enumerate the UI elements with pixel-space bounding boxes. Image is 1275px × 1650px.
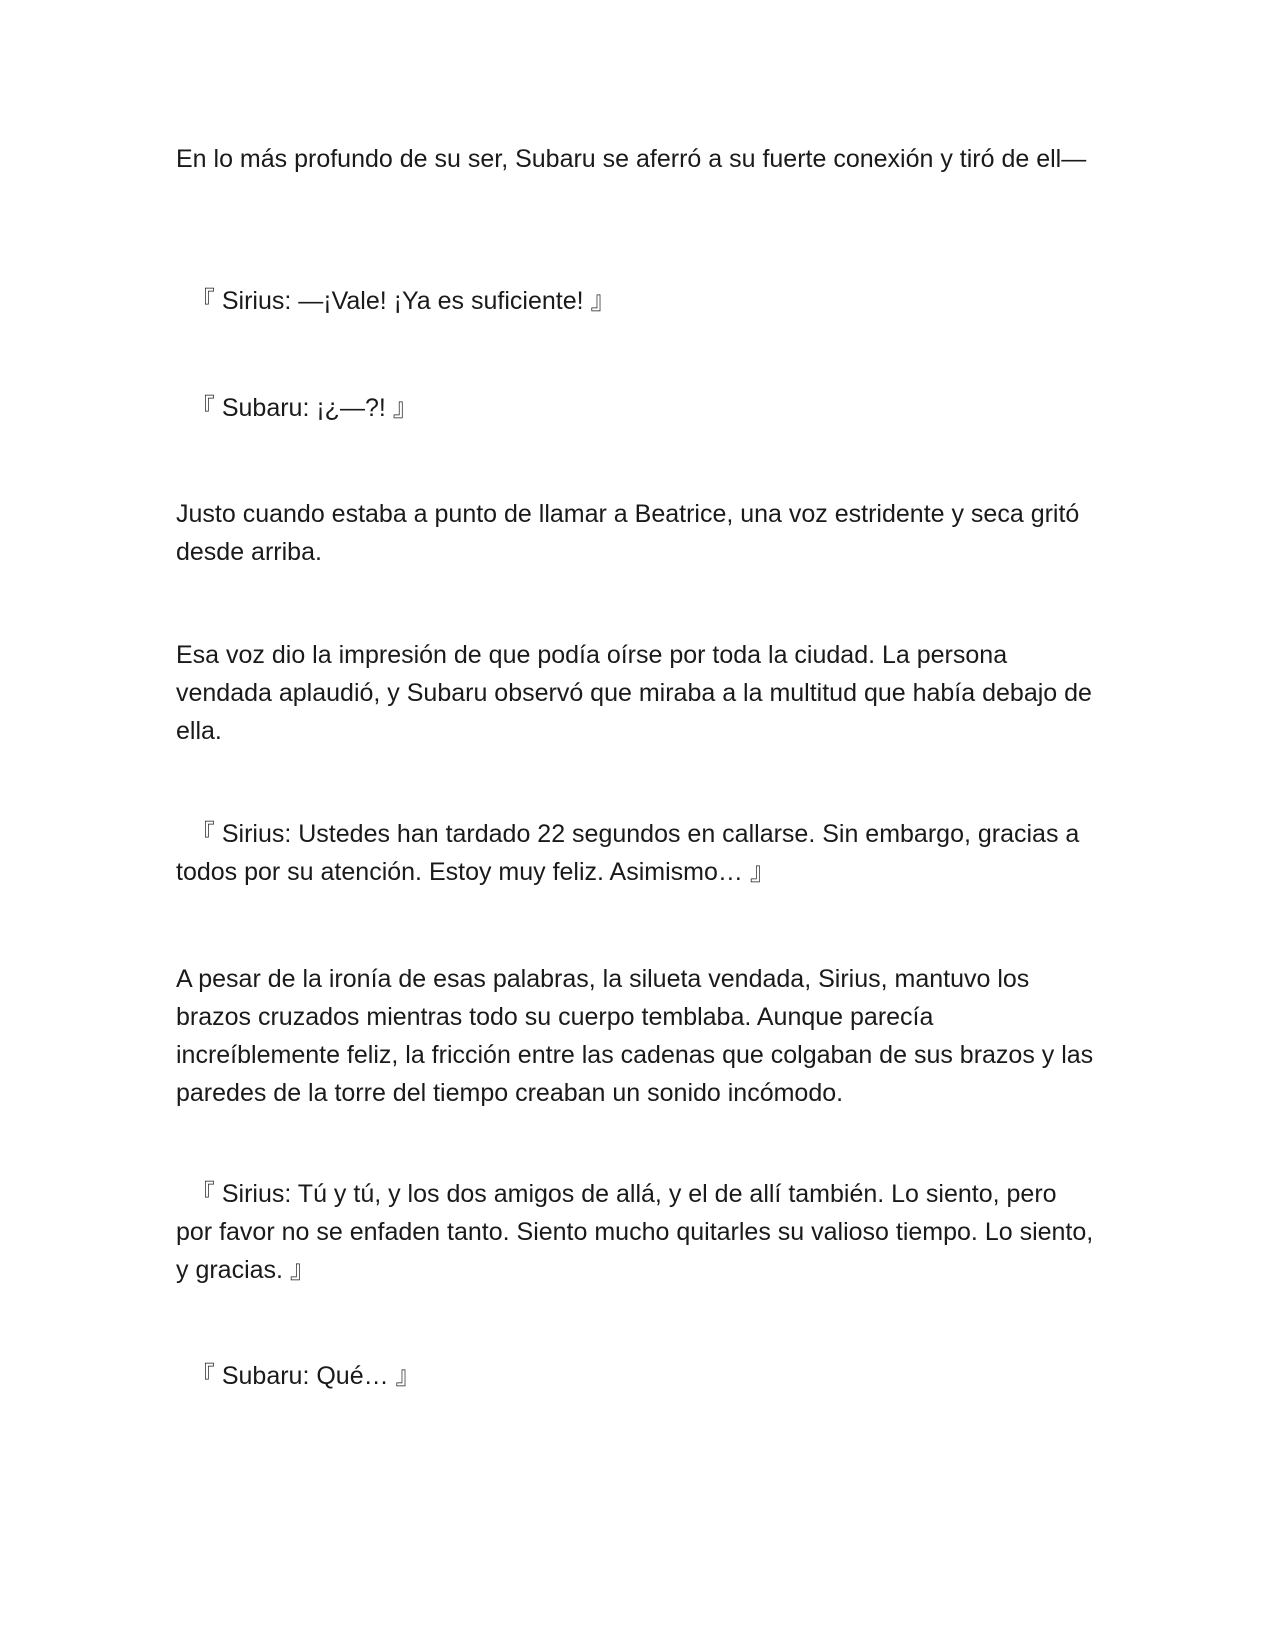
paragraph-narration-3: Esa voz dio la impresión de que podía oírse por toda la ciudad. La persona vendada aplaudió, y Subaru observó que miraba a la multitud que había debajo de ella. xyxy=(176,641,1092,745)
paragraph-narration-4: A pesar de la ironía de esas palabras, la silueta vendada, Sirius, mantuvo los brazos cruzados mientras todo su cuerpo temblaba. Aunque parecía increíblemente feliz, la fricción entre las cadenas que colgaban de sus brazos y las paredes de la torre del tiempo creaban un sonido incómodo. xyxy=(176,965,1094,1107)
paragraph-dialogue-sirius-3: 『 Sirius: Tú y tú, y los dos amigos de allá, y el de allí también. Lo siento, pero por favor no se enfaden tanto. Siento mucho quitarles su valioso tiempo. Lo siento, y gracias. 』 xyxy=(176,1180,1101,1284)
paragraph-dialogue-subaru-1: 『 Subaru: ¡¿—?! 』 xyxy=(176,394,418,422)
paragraph-narration-2: Justo cuando estaba a punto de llamar a Beatrice, una voz estridente y seca gritó desde arriba. xyxy=(176,500,1080,566)
paragraph-narration-1: En lo más profundo de su ser, Subaru se aferró a su fuerte conexión y tiró de ell— xyxy=(176,145,1087,173)
paragraph-dialogue-sirius-1: 『 Sirius: —¡Vale! ¡Ya es suficiente! 』 xyxy=(176,287,616,315)
paragraph-dialogue-sirius-2: 『 Sirius: Ustedes han tardado 22 segundos en callarse. Sin embargo, gracias a todos por su atención. Estoy muy feliz. Asimismo… 』 xyxy=(176,820,1087,886)
paragraph-dialogue-subaru-2: 『 Subaru: Qué… 』 xyxy=(176,1362,421,1390)
